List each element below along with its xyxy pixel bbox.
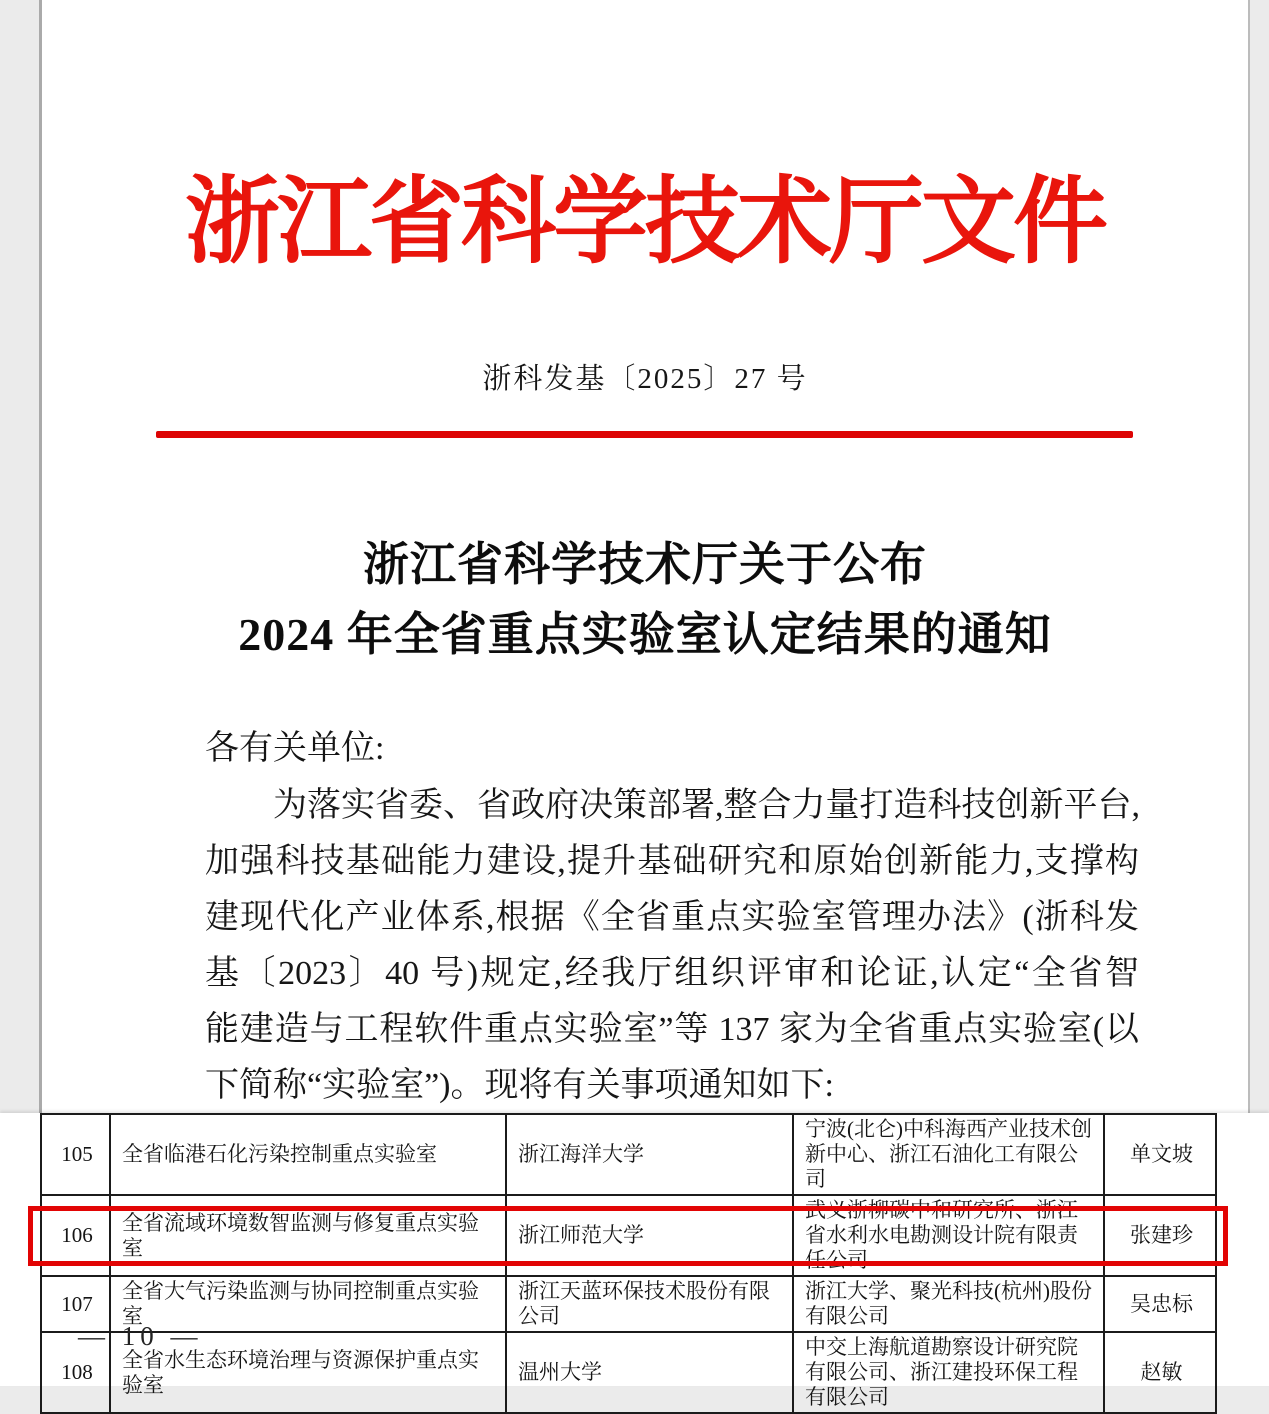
body-line: 下简称“实验室”)。现将有关事项通知如下:: [205, 1067, 834, 1104]
cell-head-name: 张建珍: [1104, 1195, 1216, 1276]
cell-partners: 武义浙柳碳中和研究所、浙江省水利水电勘测设计院有限责任公司: [793, 1195, 1104, 1276]
cell-head-name: 吴忠标: [1104, 1276, 1216, 1332]
body-line: 基〔2023〕40 号)规定,经我厅组织评审和论证,认定“全省智: [205, 955, 1139, 992]
table-row: [41, 1195, 1216, 1276]
cell-institution: 浙江天蓝环保技术股份有限公司: [506, 1276, 793, 1332]
cell-institution: 浙江海洋大学: [506, 1114, 793, 1195]
notice-title-line1: 浙江省科学技术厅关于公布: [363, 539, 927, 590]
cell-number: 106: [41, 1195, 110, 1276]
cell-number: 108: [41, 1332, 110, 1413]
results-table: [40, 1113, 1217, 1414]
table-row: [41, 1114, 1216, 1195]
body-line: 建现代化产业体系,根据《全省重点实验室管理办法》(浙科发: [205, 899, 1139, 936]
cell-partners: 浙江大学、聚光科技(杭州)股份有限公司: [793, 1276, 1104, 1332]
cell-lab-name: 全省水生态环境治理与资源保护重点实验室: [110, 1332, 506, 1413]
cell-partners: 中交上海航道勘察设计研究院有限公司、浙江建投环保工程有限公司: [793, 1332, 1104, 1413]
document-number: 浙科发基〔2025〕27 号: [482, 363, 808, 395]
body-line: 为落实省委、省政府决策部署,整合力量打造科技创新平台,: [273, 787, 1140, 824]
cell-institution: 浙江师范大学: [506, 1195, 793, 1276]
cell-institution: 温州大学: [506, 1332, 793, 1413]
cell-lab-name: 全省大气污染监测与协同控制重点实验室: [110, 1276, 506, 1332]
table-row-highlighted: [41, 1276, 1216, 1332]
document-page: [39, 0, 1250, 1113]
cell-partners: 宁波(北仑)中科海西产业技术创新中心、浙江石油化工有限公司: [793, 1114, 1104, 1195]
cell-lab-name: 全省临港石化污染控制重点实验室: [110, 1114, 506, 1195]
salutation: 各有关单位:: [205, 730, 385, 767]
cell-number: 105: [41, 1114, 110, 1195]
table-section: [0, 1113, 1269, 1409]
cell-head-name: 赵敏: [1104, 1332, 1216, 1413]
cell-number: 107: [41, 1276, 110, 1332]
cell-head-name: 单文坡: [1104, 1114, 1216, 1195]
red-divider-rule: [156, 431, 1133, 438]
notice-title-line2: 2024 年全省重点实验室认定结果的通知: [238, 609, 1052, 660]
cell-lab-name: 全省流域环境数智监测与修复重点实验室: [110, 1195, 506, 1276]
body-line: 加强科技基础能力建设,提升基础研究和原始创新能力,支撑构: [205, 843, 1139, 880]
table-row: [41, 1332, 1216, 1413]
body-text: [205, 778, 1139, 1114]
body-line: 能建造与工程软件重点实验室”等 137 家为全省重点实验室(以: [205, 1011, 1139, 1048]
agency-header-title: 浙江省科学技术厅文件: [184, 169, 1105, 275]
page-number: — 10 —: [78, 1321, 203, 1351]
